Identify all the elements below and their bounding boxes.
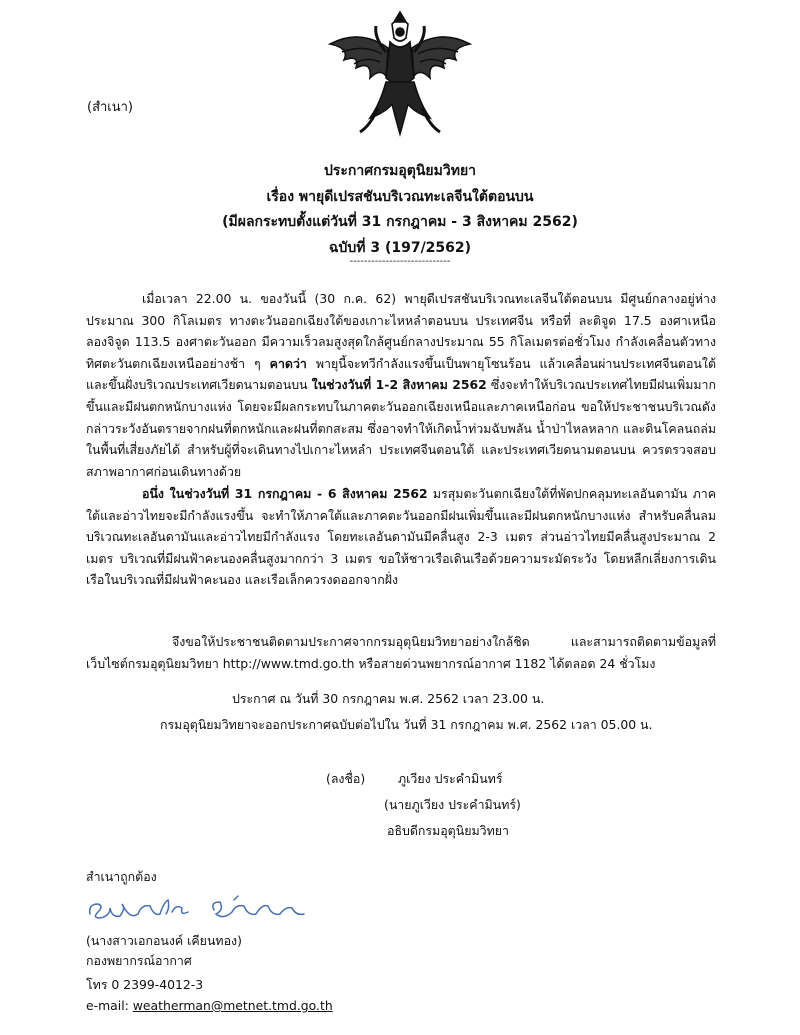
signer-position: อธิบดีกรมอุตุนิยมวิทยา — [387, 823, 509, 838]
paragraph-storm-report — [86, 288, 716, 482]
phone-number: โทร 0 2399-4012-3 — [86, 977, 204, 992]
announcement-title: ประกาศกรมอุตุนิยมวิทยา — [323, 163, 477, 179]
divider: ---------------------------- — [349, 256, 451, 267]
certifier-unit: กองพยากรณ์อากาศ — [86, 953, 192, 968]
p1-text-c: ซึ่งจะทำให้บริเวณประเทศไทยมีฝนเพิ่มมากขึ้นและมีฝนตกหนักบางแห่ง โดยจะมีผลกระทบในภาคตะวันออกเฉียงเหนือและภาคเหนือก่อน ขอให้ประชาชนบริเวณดังกล่าวระวังอันตรายจากฝนที่ตกหนักและฝนที่ตกสะสม ซึ่งอาจทำให้เกิดน้ำท่วมฉับพลัน น้ำป่าไหลหลาก และดินโคลนถล่มในพื้นที่เสี่ยงภัยได้ สำหรับผู้ที่จะเดินทางไปเกาะไหหลำ ประเทศจีนตอนใต้ และประเทศเวียดนามตอนบน ควรตรวจสอบสภาพอากาศก่อนเดินทางด้วย — [86, 377, 716, 479]
email-label: e-mail: — [86, 998, 133, 1013]
p2-text: มรสุมตะวันตกเฉียงใต้ที่พัดปกคลุมทะเลอันดามัน ภาคใต้และอ่าวไทยจะมีกำลังแรงขึ้น จะทำให้ภาคใต้และภาคตะวันออกมีฝนเพิ่มขึ้นและมีฝนตกหนักบางแห่ง สำหรับคลื่นลมบริเวณทะเลอันดามันและอ่าวไทยมีกำลังแรง โดยทะเลอันดามันมีคลื่นสูง 2-3 เมตร ส่วนอ่าวไทยมีคลื่นสูงประมาณ 2 เมตร บริเวณที่มีฝนฟ้าคะนองคลื่นสูงมากกว่า 3 เมตร ขอให้ชาวเรือเดินเรือด้วยความระมัดระวัง โดยหลีกเลี่ยงการเดินเรือในบริเวณที่มีฝนฟ้าคะนอง และเรือเล็กควรงดออกจากฝั่ง — [86, 486, 716, 588]
paragraph-monsoon — [86, 483, 716, 591]
effective-period: (มีผลกระทบตั้งแต่วันที่ 31 กรกฎาคม - 3 สิงหาคม 2562) — [222, 214, 578, 230]
announcement-subject: เรื่อง พายุดีเปรสชันบริเวณทะเลจีนใต้ตอนบน — [266, 189, 534, 205]
p1-bold-forecast: คาดว่า — [269, 355, 307, 371]
certified-copy-label: สำเนาถูกต้อง — [86, 869, 157, 884]
paragraph-follow-updates: จึงขอให้ประชาชนติดตามประกาศจากกรมอุตุนิยมวิทยาอย่างใกล้ชิด และสามารถติดตามข้อมูลที่เว็บไซต์กรมอุตุนิยมวิทยา http://www.tmd.go.th หรือสายด่วนพยากรณ์อากาศ 1182 ได้ตลอด 24 ชั่วโมง — [86, 634, 716, 671]
signer-full-name: (นายภูเวียง ประคำมินทร์) — [384, 797, 521, 812]
announce-date: ประกาศ ณ วันที่ 30 กรกฎาคม พ.ศ. 2562 เวลา 23.00 น. — [232, 691, 545, 706]
garuda-emblem-icon — [320, 8, 480, 143]
handwritten-signature — [84, 892, 314, 926]
signed-name: ภูเวียง ประคำมินทร์ — [398, 771, 503, 786]
copy-label: (สำเนา) — [87, 100, 134, 115]
issue-number: ฉบับที่ 3 (197/2562) — [328, 240, 472, 256]
certifier-name: (นางสาวเอกอนงค์ เคียนทอง) — [86, 933, 242, 948]
signed-label: (ลงชื่อ) — [326, 771, 366, 786]
p2-bold-dates: อนึ่ง ในช่วงวันที่ 31 กรกฎาคม - 6 สิงหาคม 2562 — [142, 486, 428, 501]
next-announcement: กรมอุตุนิยมวิทยาจะออกประกาศฉบับต่อไปใน วันที่ 31 กรกฎาคม พ.ศ. 2562 เวลา 05.00 น. — [160, 717, 653, 732]
email-link[interactable]: weatherman@metnet.tmd.go.th — [132, 998, 333, 1013]
p1-text-a: เมื่อเวลา 22.00 น. ของวันนี้ (30 ก.ค. 62) พายุดีเปรสชันบริเวณทะเลจีนใต้ตอนบน มีศูนย์กลางอยู่ห่างประมาณ 300 กิโลเมตร ทางตะวันออกเฉียงใต้ของเกาะไหหลำตอนบน ประเทศจีน หรือที่ ละติจูด 17.5 องศาเหนือ ลองจิจูด 113.5 องศาตะวันออก มีความเร็วลมสูงสุดใกล้ศูนย์กลางประมาณ 55 กิโลเมตรต่อชั่วโมง กำลังเคลื่อนตัวทางทิศตะวันตกเฉียงเหนืออย่างช้า ๆ — [86, 291, 716, 371]
p1-text-b: พายุนี้จะทวีกำลังแรงขึ้นเป็นพายุโซนร้อน แล้วเคลื่อนผ่านประเทศจีนตอนใต้ และขึ้นฝั่งบริเวณประเทศเวียดนามตอนบน — [86, 355, 716, 393]
p1-bold-dates: ในช่วงวันที่ 1-2 สิงหาคม 2562 — [311, 377, 487, 393]
email-line — [86, 998, 333, 1013]
